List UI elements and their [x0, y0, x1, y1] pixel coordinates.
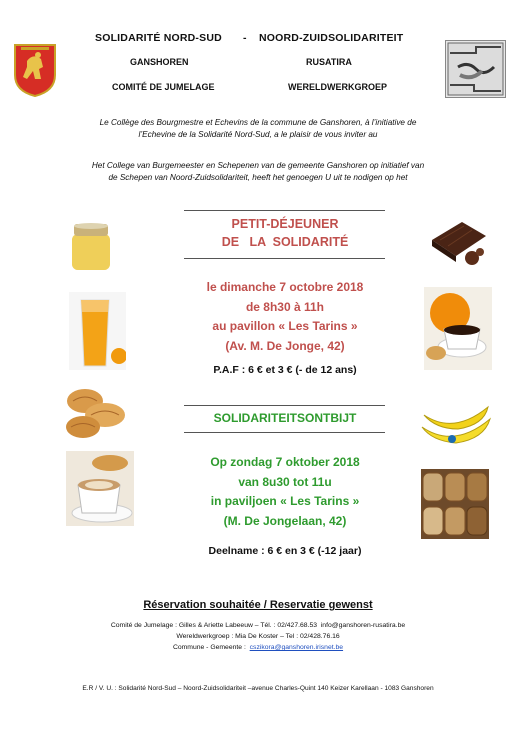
coffee-orange-image	[424, 287, 492, 370]
divider-nl-top	[184, 405, 385, 406]
nl-price: Deelname : 6 € en 3 € (-12 jaar)	[208, 545, 362, 557]
fr-title-line2: DE LA SOLIDARITÉ	[221, 235, 349, 249]
contact-commune: Commune - Gemeente :	[172, 644, 246, 651]
chocolate-image	[426, 212, 491, 268]
nl-title: SOLIDARITEITSONTBIJT	[213, 411, 357, 425]
fr-address: (Av. M. De Jonge, 42)	[225, 338, 345, 353]
divider-nl-title	[184, 432, 385, 433]
nl-date: Op zondag 7 oktober 2018	[210, 455, 360, 469]
fr-price: P.A.F : 6 € et 3 € (- de 12 ans)	[213, 364, 357, 376]
bananas-image	[418, 399, 493, 451]
ganshoren-coat-of-arms-logo	[11, 41, 59, 98]
header-separator: -	[243, 32, 247, 44]
nl-venue: in paviljoen « Les Tarins »	[210, 494, 360, 508]
contact-comite-email[interactable]: info@ganshoren-rusatira.be	[320, 622, 406, 629]
footer-publisher: E.R / V. U. : Solidarité Nord-Sud – Noord-Zuidsolidariteit –avenue Charles-Quint 140 Keizer Karellaan - 1083 Ganshoren	[82, 685, 434, 692]
header-city-right: RUSATIRA	[306, 57, 352, 67]
bread-slices-image	[421, 469, 489, 539]
intro-nl-line2: de Schepen van Noord-Zuidsolidariteit, heeft het genoegen U uit te nodigen op het	[108, 173, 408, 182]
header-title-nl: NOORD-ZUIDSOLIDARITEIT	[259, 32, 404, 44]
contact-wereldwerkgroep: Wereldwerkgroep : Mia De Koster – Tel : 02/428.76.16	[176, 633, 340, 640]
nl-time: van 8u30 tot 11u	[238, 474, 332, 489]
fr-title-line1: PETIT-DÉJEUNER	[231, 217, 339, 231]
reservation-title: Réservation souhaitée / Reservatie gewenst	[143, 599, 373, 611]
intro-fr-line1: Le Collège des Bourgmestre et Echevins de la commune de Ganshoren, à l’initiative de	[99, 118, 417, 127]
orange-juice-image	[69, 292, 126, 370]
croissants-image	[63, 381, 128, 443]
cappuccino-image	[66, 451, 134, 526]
intro-nl-line1: Het College van Burgemeester en Schepenen van de gemeente Ganshoren op initiatief van	[91, 161, 425, 170]
contact-commune-email-link[interactable]: cszikora@ganshoren.irisnet.be	[249, 644, 344, 651]
rusatira-handshake-logo	[445, 40, 506, 98]
contact-comite: Comité de Jumelage : Gilles & Ariette Labeeuw – Tél. : 02/427.68.53	[110, 622, 318, 629]
divider-fr-title	[184, 258, 385, 259]
intro-fr-line2: l’Echevine de la Solidarité Nord-Sud, a le plaisir de vous inviter au	[138, 130, 378, 139]
header-committee-fr: COMITÉ DE JUMELAGE	[112, 82, 215, 92]
header-city-left: GANSHOREN	[130, 57, 189, 67]
header-title-fr: SOLIDARITÉ NORD-SUD	[95, 32, 222, 44]
header-committee-nl: WERELDWERKGROEP	[288, 82, 387, 92]
fr-date: le dimanche 7 octobre 2018	[206, 280, 364, 294]
fr-time: de 8h30 à 11h	[245, 299, 325, 314]
honey-jar-image	[66, 222, 116, 272]
nl-address: (M. De Jongelaan, 42)	[223, 513, 347, 528]
divider-top	[184, 210, 385, 211]
fr-venue: au pavillon « Les Tarins »	[212, 319, 358, 333]
